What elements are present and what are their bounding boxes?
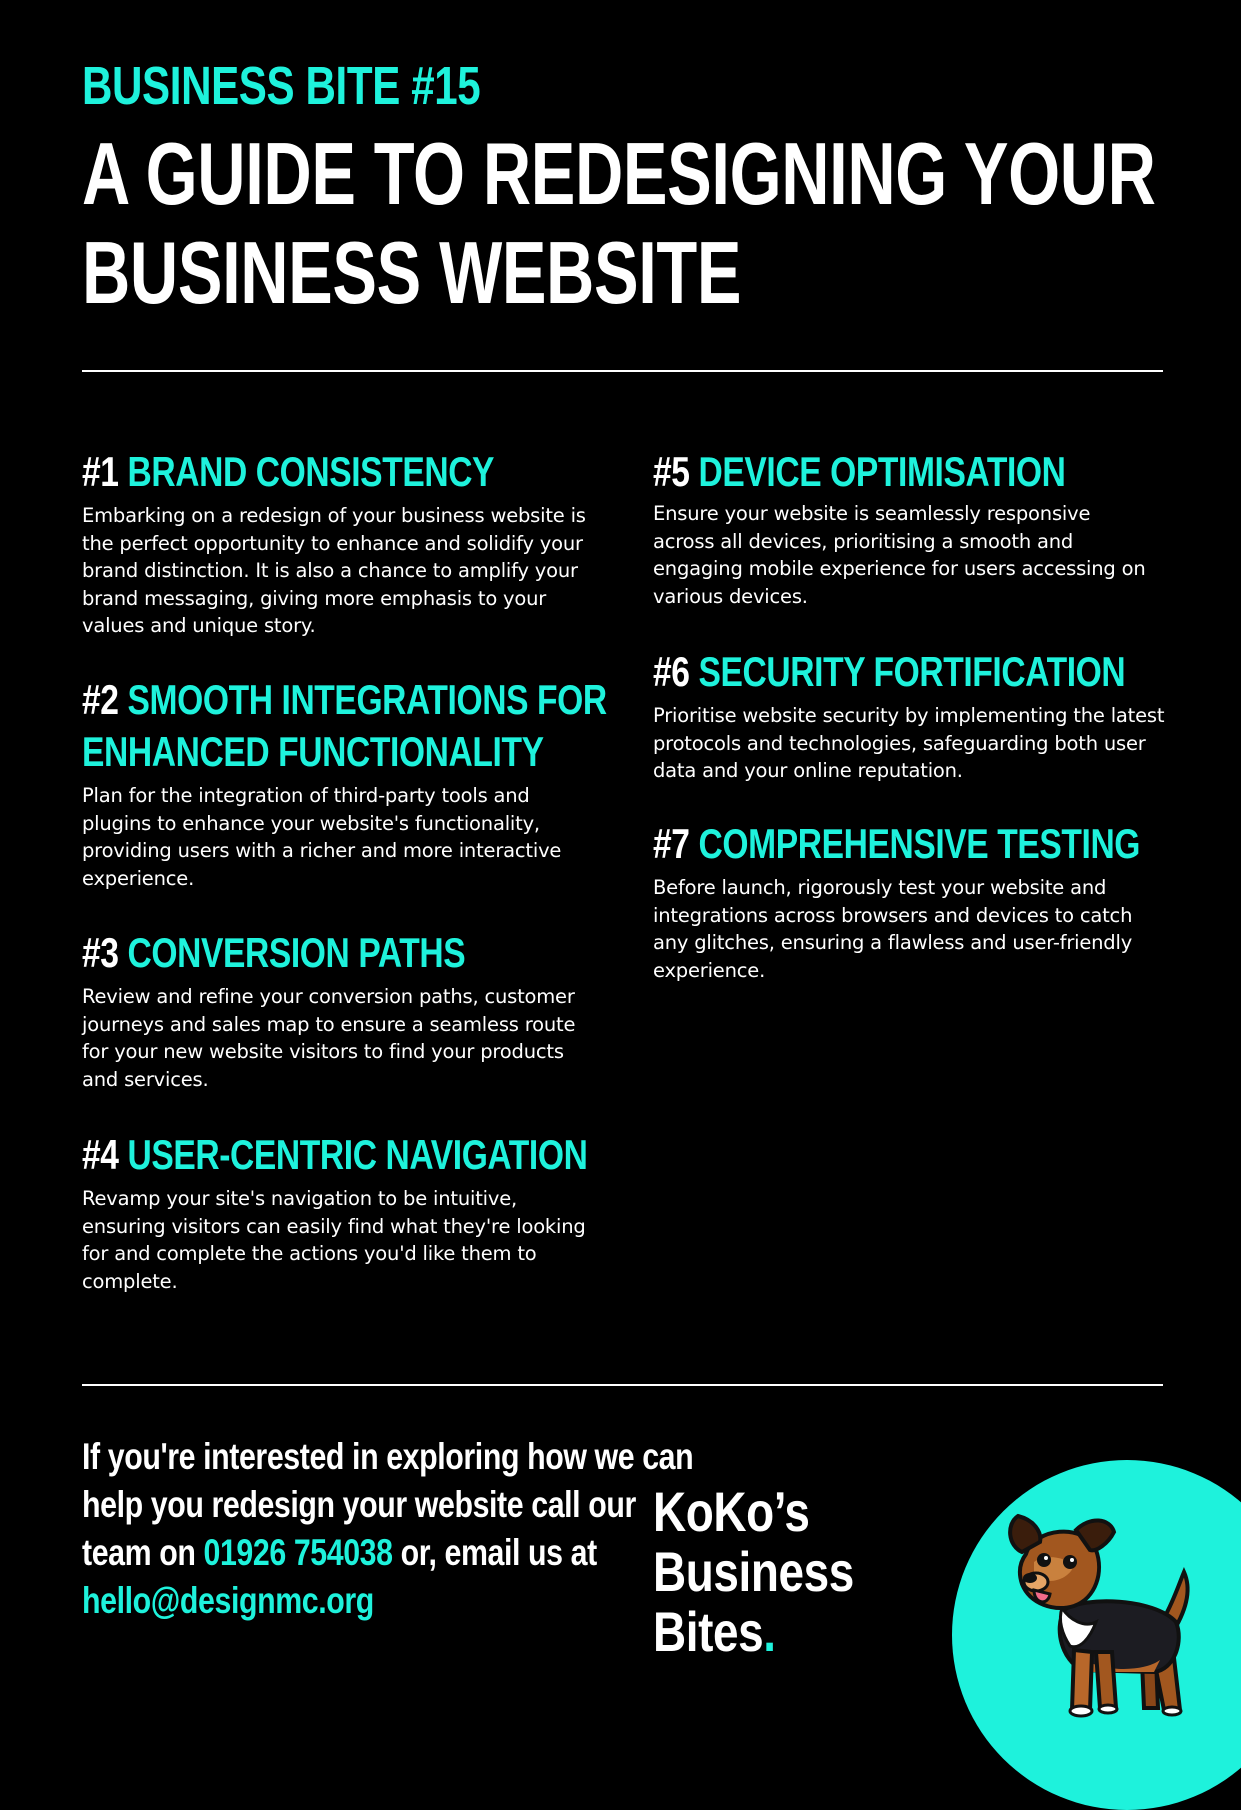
contact-cta xyxy=(82,1433,693,1625)
cta-line-1: If you're interested in exploring how we can xyxy=(82,1436,694,1477)
section-number: #4 xyxy=(82,1131,119,1178)
dog-mascot-icon xyxy=(1004,1510,1214,1720)
cta-line-3 xyxy=(82,1529,693,1577)
section-heading xyxy=(653,646,1126,698)
section-title: DEVICE OPTIMISATION xyxy=(698,448,1066,495)
section-body: Before launch, rigorously test your website and integrations across browsers and devices to catch any glitches, ensuring a flawless and user-friendly experience. xyxy=(653,876,1133,982)
section-number: #2 xyxy=(82,676,119,723)
section-body: Embarking on a redesign of your business website is the perfect opportunity to enhance and solidify your brand distinction. It is also a chance to amplify your brand messaging, giving more emphasis to your values and unique story. xyxy=(82,504,586,637)
cta-line-2: help you redesign your website call our xyxy=(82,1484,636,1525)
brand-line-3-text: Bites xyxy=(653,1600,764,1663)
section-6 xyxy=(653,646,1168,785)
phone-link[interactable]: 01926 754038 xyxy=(203,1532,393,1573)
section-title: COMPREHENSIVE TESTING xyxy=(698,820,1141,867)
email-link[interactable]: hello@designmc.org xyxy=(82,1580,374,1621)
page-title-line-1: A GUIDE TO REDESIGNING YOUR xyxy=(82,124,1156,223)
section-number: #1 xyxy=(82,448,119,495)
section-heading xyxy=(653,818,1141,870)
brand-logo xyxy=(653,1482,854,1662)
brand-line-3 xyxy=(653,1602,854,1662)
section-heading xyxy=(82,1129,588,1181)
section-3 xyxy=(82,927,602,1093)
section-number: #5 xyxy=(653,448,690,495)
section-body: Revamp your site's navigation to be intuitive, ensuring visitors can easily find what they're looking for and complete the actions you'd like them to complete. xyxy=(82,1187,586,1293)
brand-line-1: KoKo’s xyxy=(653,1480,810,1543)
section-heading xyxy=(82,446,498,498)
section-7 xyxy=(653,818,1168,984)
section-number: #7 xyxy=(653,820,690,867)
section-1 xyxy=(82,446,602,640)
section-2 xyxy=(82,674,607,892)
section-body: Ensure your website is seamlessly responsive across all devices, prioritising a smooth and engaging mobile experience for users accessing on various devices. xyxy=(653,502,1146,608)
section-5 xyxy=(653,446,1168,610)
section-number: #6 xyxy=(653,648,690,695)
section-heading xyxy=(82,674,607,726)
cta-line-3-prefix: team on xyxy=(82,1532,204,1573)
bottom-divider xyxy=(82,1384,1163,1386)
section-body: Review and refine your conversion paths, customer journeys and sales map to ensure a seamless route for your new website visitors to find your products and services. xyxy=(82,985,576,1091)
section-title: SMOOTH INTEGRATIONS FOR xyxy=(127,676,607,723)
section-title: SECURITY FORTIFICATION xyxy=(698,648,1126,695)
kicker: BUSINESS BITE #15 xyxy=(82,56,481,116)
brand-line-2: Business xyxy=(653,1540,854,1603)
top-divider xyxy=(82,370,1163,372)
section-heading-line-2: ENHANCED FUNCTIONALITY xyxy=(82,728,544,775)
section-heading xyxy=(82,927,498,979)
section-heading xyxy=(653,446,1065,498)
section-body: Plan for the integration of third-party tools and plugins to enhance your website's functionality, providing users with a richer and more interactive experience. xyxy=(82,784,562,890)
cta-line-3-suffix: or, email us at xyxy=(392,1532,597,1573)
page-title-line-2: BUSINESS WEBSITE xyxy=(82,223,742,322)
section-body: Prioritise website security by implementing the latest protocols and technologies, safeguarding both user data and your online reputation. xyxy=(653,704,1165,782)
section-number: #3 xyxy=(82,929,119,976)
section-title: CONVERSION PATHS xyxy=(127,929,466,976)
section-title: USER-CENTRIC NAVIGATION xyxy=(127,1131,588,1178)
brand-dot: . xyxy=(763,1600,776,1663)
section-4 xyxy=(82,1129,602,1295)
section-title: BRAND CONSISTENCY xyxy=(127,448,495,495)
